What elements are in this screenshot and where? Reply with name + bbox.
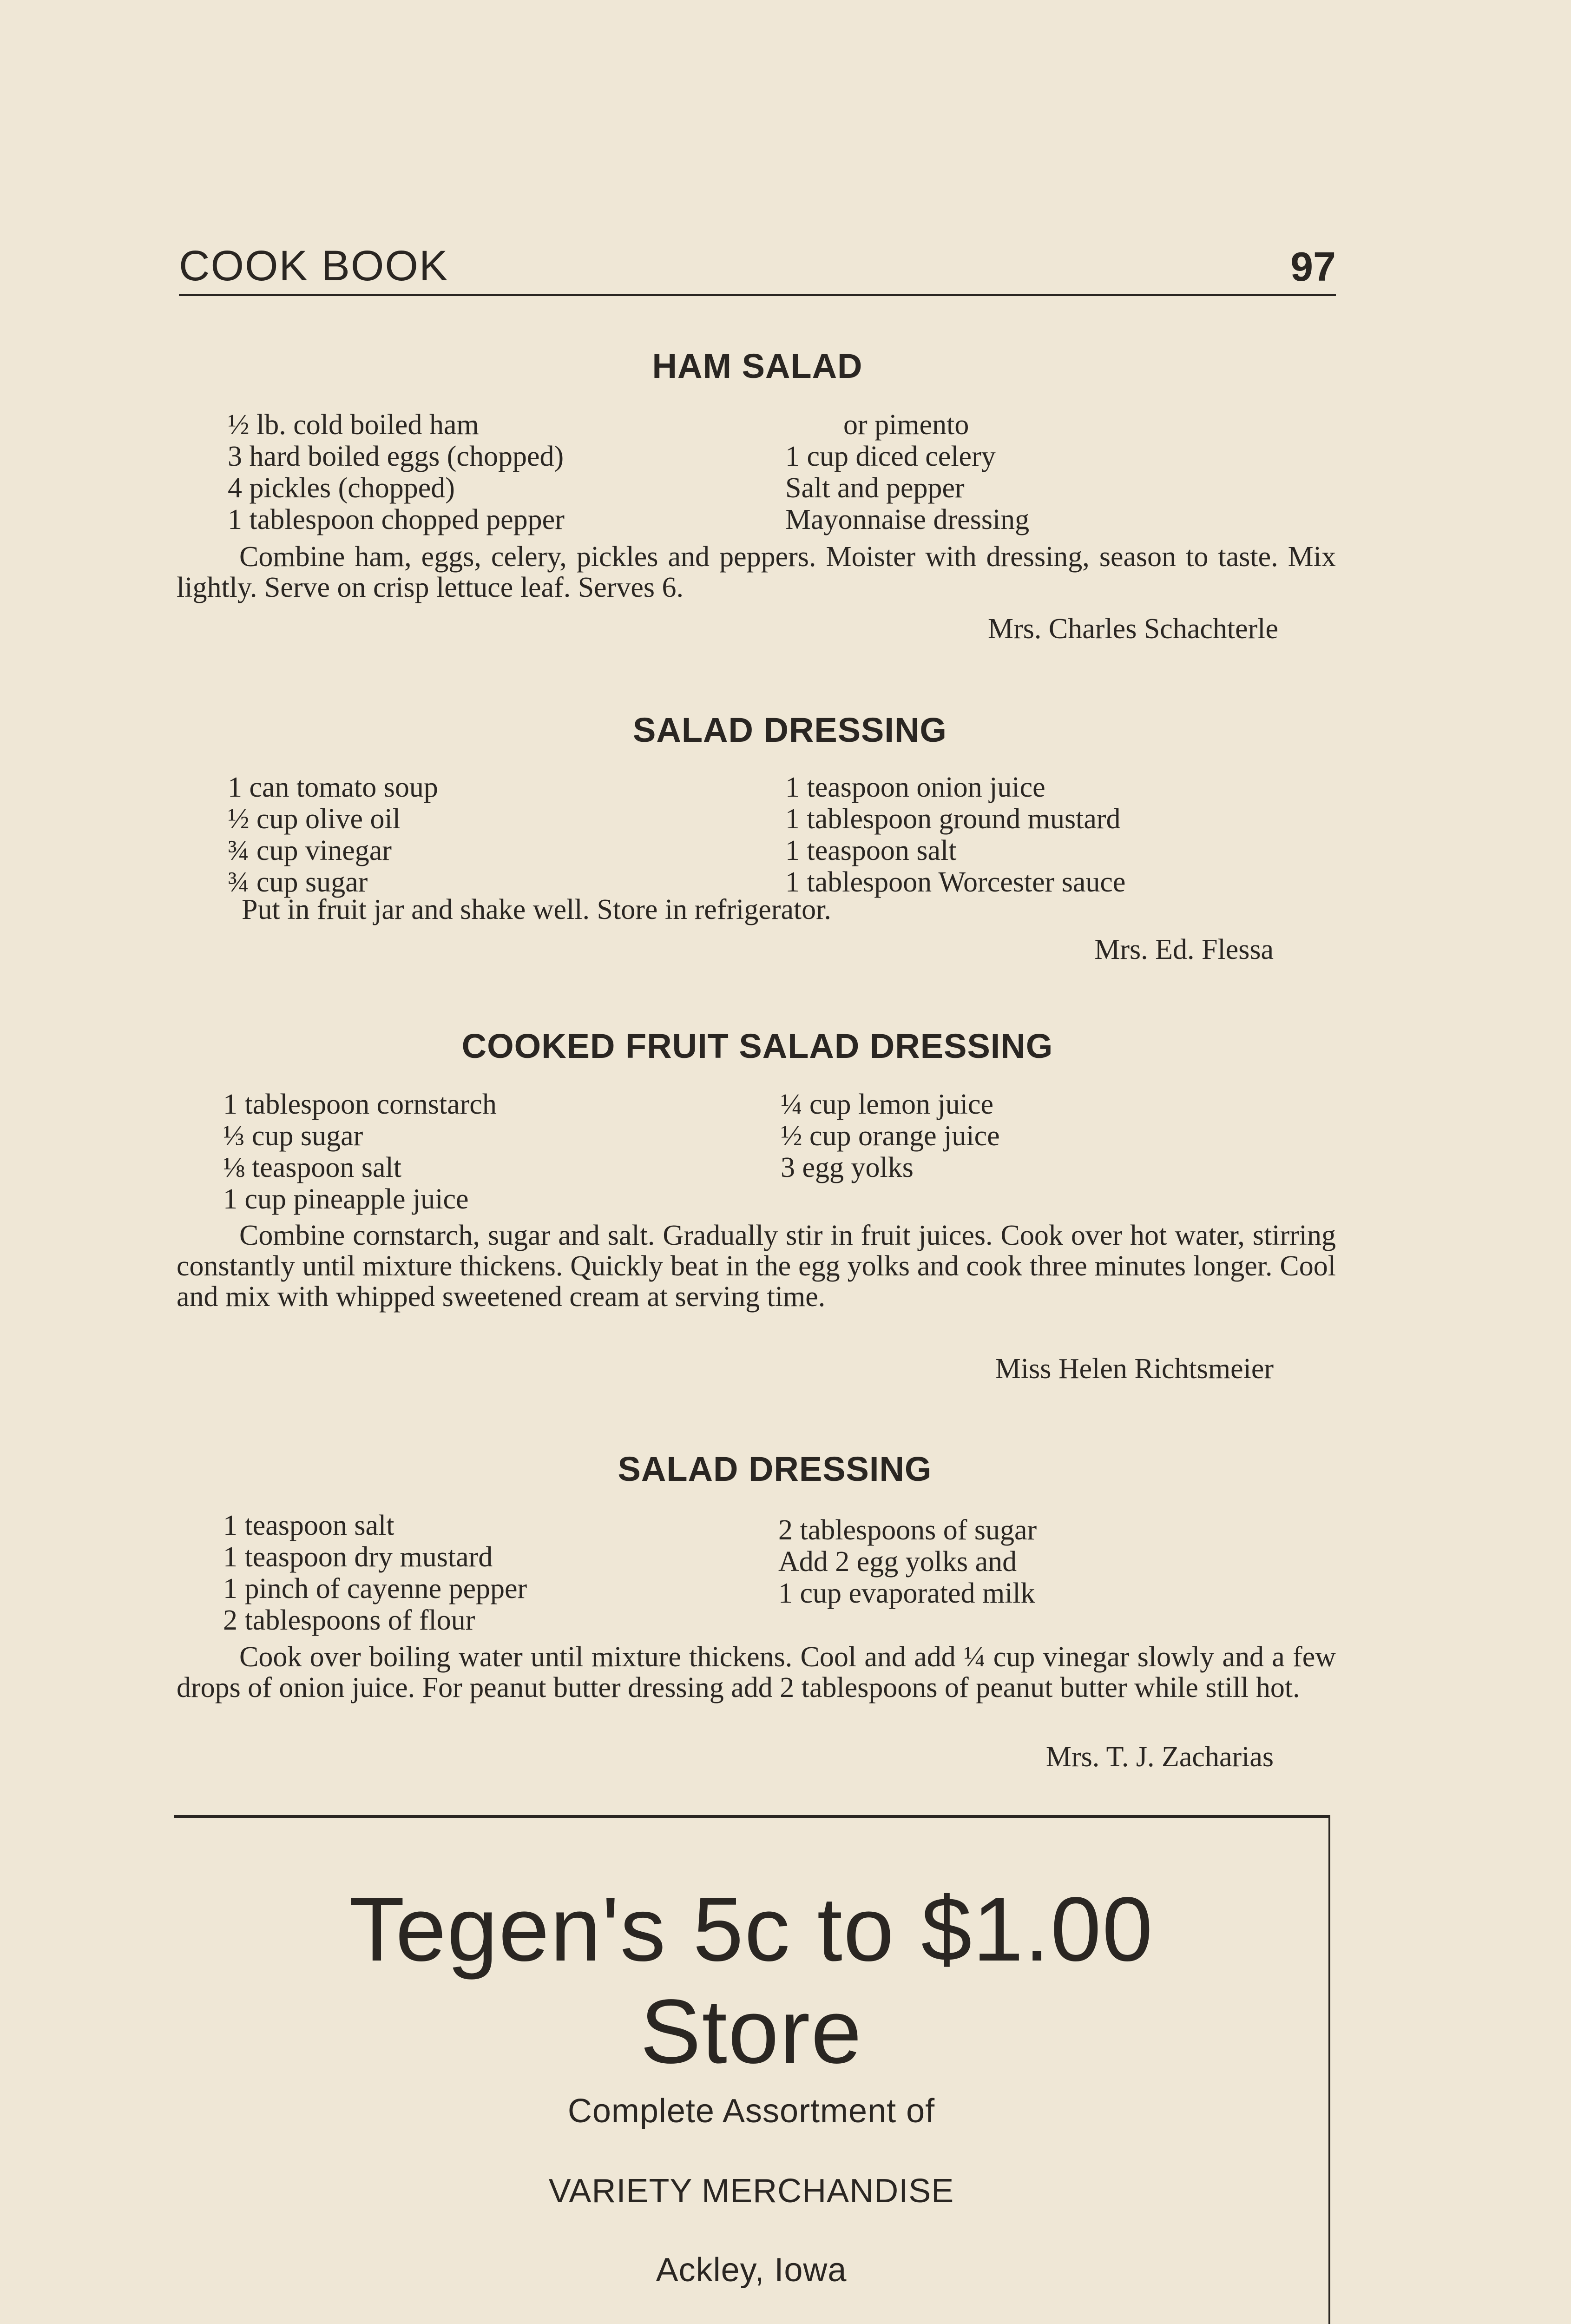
- ingredient: 1 teaspoon dry mustard: [223, 1541, 493, 1573]
- ingredient: 1 teaspoon salt: [223, 1510, 394, 1541]
- ingredient: 1 tablespoon chopped pepper: [228, 504, 565, 535]
- ingredients-left: [228, 409, 565, 535]
- ad-merchandise: VARIETY MERCHANDISE: [548, 2172, 954, 2210]
- ingredient: ¾ cup sugar: [228, 866, 368, 898]
- store-name-line1: Tegen's 5c to $1.00: [349, 1878, 1154, 1980]
- ingredient: 1 tablespoon Worcester sauce: [785, 866, 1126, 898]
- ingredient: 1 pinch of cayenne pepper: [223, 1573, 527, 1604]
- ingredients-left: [228, 772, 438, 898]
- ingredient: ½ cup orange juice: [781, 1120, 1000, 1152]
- page-number: 97: [1290, 244, 1336, 290]
- directions: Put in fruit jar and shake well. Store in refrigerator.: [242, 894, 831, 925]
- ingredients-right: [785, 772, 1125, 898]
- ingredient: ¾ cup vinegar: [228, 835, 392, 866]
- ingredient: 1 tablespoon ground mustard: [785, 803, 1121, 835]
- recipe-title: SALAD DRESSING: [633, 711, 947, 749]
- directions: Combine cornstarch, sugar and salt. Gradually stir in fruit juices. Cook over hot water, stirring constantly until mixture thickens. Quickly beat in the egg yolks and cook three minutes longer. Cool and mix with whipped sweetened cream at serving time.: [177, 1220, 1336, 1313]
- ingredient: 2 tablespoons of flour: [223, 1604, 475, 1636]
- directions: Cook over boiling water until mixture thickens. Cool and add ¼ cup vinegar slowly and a few drops of onion juice. For peanut butter dressing add 2 tablespoons of peanut butter while still hot.: [177, 1641, 1336, 1703]
- recipe-author: Mrs. Charles Schachterle: [988, 613, 1278, 645]
- ingredients-right: [781, 1089, 1000, 1183]
- recipe-title: HAM SALAD: [652, 347, 863, 385]
- ingredient: 4 pickles (chopped): [228, 472, 455, 504]
- ingredients-right: [778, 1514, 1037, 1609]
- recipe-author: Mrs. Ed. Flessa: [1094, 934, 1274, 965]
- recipe-title: SALAD DRESSING: [618, 1450, 932, 1488]
- ingredients-right: [785, 409, 1029, 535]
- recipe-author: Mrs. T. J. Zacharias: [1045, 1741, 1274, 1773]
- ingredient: Add 2 egg yolks and: [778, 1546, 1017, 1578]
- ingredient: 3 hard boiled eggs (chopped): [228, 441, 564, 472]
- advertisement-box: [174, 1815, 1330, 2324]
- ingredient: ⅓ cup sugar: [223, 1120, 363, 1152]
- ad-location: Ackley, Iowa: [656, 2251, 847, 2289]
- ingredient: 3 egg yolks: [781, 1152, 914, 1183]
- ingredient: 2 tablespoons of sugar: [778, 1514, 1037, 1546]
- ingredient: 1 tablespoon cornstarch: [223, 1089, 497, 1120]
- ingredient: Salt and pepper: [785, 472, 965, 504]
- ingredient: ½ cup olive oil: [228, 803, 401, 835]
- ingredient: or pimento: [843, 409, 969, 441]
- book-title: COOK BOOK: [179, 242, 449, 290]
- ingredient: 1 teaspoon salt: [785, 835, 957, 866]
- ingredient: ¼ cup lemon juice: [781, 1089, 993, 1120]
- ingredient: 1 cup pineapple juice: [223, 1183, 469, 1215]
- running-head: [179, 242, 1336, 296]
- recipe-title: COOKED FRUIT SALAD DRESSING: [461, 1027, 1053, 1065]
- ingredient: 1 cup evaporated milk: [778, 1578, 1035, 1609]
- directions: Combine ham, eggs, celery, pickles and peppers. Moister with dressing, season to taste. Mix lightly. Serve on crisp lettuce leaf. Serves 6.: [177, 541, 1336, 603]
- ingredient: 1 teaspoon onion juice: [785, 772, 1045, 803]
- ingredients-left: [223, 1089, 497, 1215]
- ingredient: ⅛ teaspoon salt: [223, 1152, 401, 1183]
- ingredient: 1 can tomato soup: [228, 772, 438, 803]
- store-name-line2: Store: [640, 1981, 863, 2082]
- ingredient: 1 cup diced celery: [785, 441, 996, 472]
- ingredient: Mayonnaise dressing: [785, 504, 1030, 535]
- ad-tagline: Complete Assortment of: [567, 2093, 935, 2130]
- store-name: [174, 1878, 1328, 2083]
- recipe-author: Miss Helen Richtsmeier: [995, 1353, 1274, 1385]
- ingredient: ½ lb. cold boiled ham: [228, 409, 479, 441]
- ingredients-left: [223, 1510, 527, 1636]
